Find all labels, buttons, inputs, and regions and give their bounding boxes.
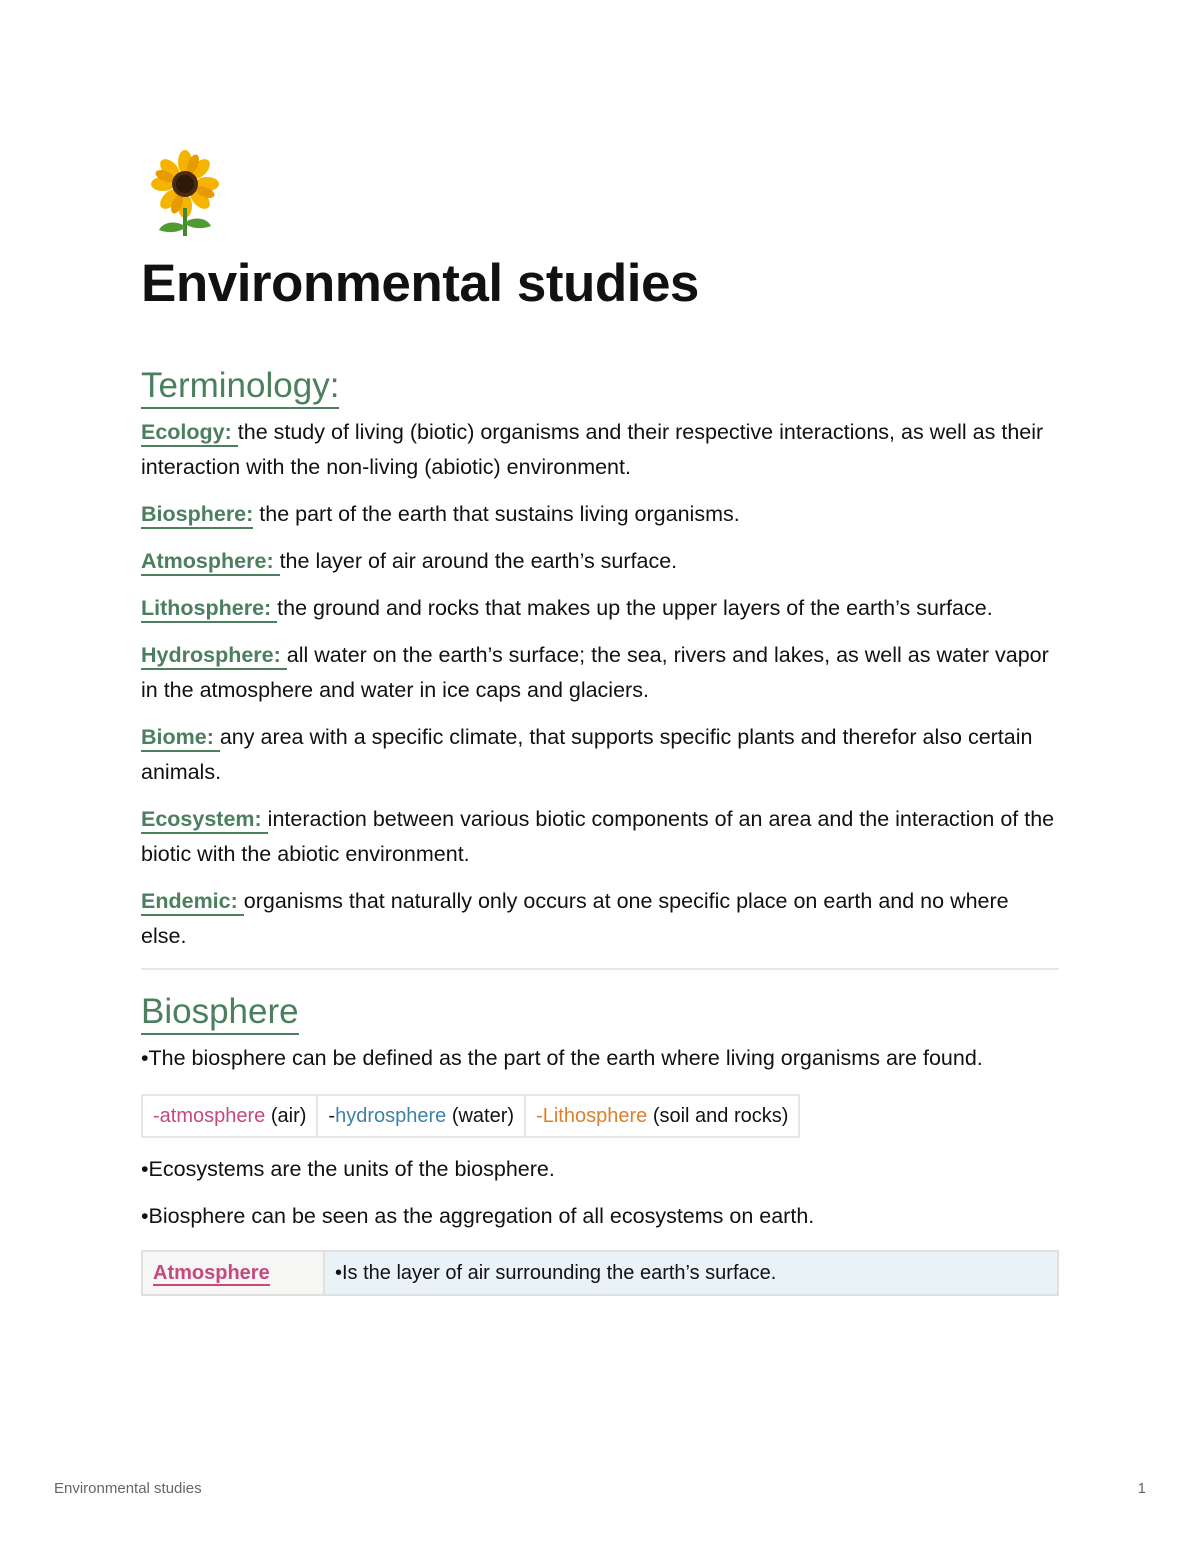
term-label: Lithosphere: xyxy=(141,596,277,623)
sphere-cell-lithosphere xyxy=(524,1094,800,1138)
term-label: Ecology: xyxy=(141,420,238,447)
bullet-definition: •The biosphere can be defined as the part of the earth where living organisms are found. xyxy=(141,1046,983,1070)
term-definition: all water on the earth’s surface; the sea, rivers and lakes, as well as water vapor in the atmosphere and water in ice caps and glaciers. xyxy=(141,643,1049,702)
term-biosphere xyxy=(141,497,1059,532)
spheres-table xyxy=(141,1094,1059,1138)
term-ecosystem xyxy=(141,802,1059,872)
term-endemic xyxy=(141,884,1059,954)
atmosphere-table xyxy=(141,1250,1059,1296)
sphere-dash: - xyxy=(153,1105,160,1127)
section-divider xyxy=(141,968,1059,970)
term-label: Hydrosphere: xyxy=(141,643,287,670)
term-ecology xyxy=(141,415,1059,485)
sunflower-icon xyxy=(145,150,225,240)
document-page xyxy=(141,150,1059,1296)
term-definition: the layer of air around the earth’s surface. xyxy=(279,549,678,573)
term-label: Endemic: xyxy=(141,889,244,916)
sphere-name: Lithosphere xyxy=(542,1105,648,1127)
footer-title: Environmental studies xyxy=(54,1480,202,1497)
term-definition: any area with a specific climate, that supports specific plants and therefor also certain animals. xyxy=(141,725,1033,784)
term-atmosphere xyxy=(141,544,1059,579)
term-definition: the study of living (biotic) organisms and their respective interactions, as well as their interaction with the non-living (abiotic) environment. xyxy=(141,420,1044,479)
footer-page-number: 1 xyxy=(1137,1480,1146,1497)
atmosphere-table-body: •Is the layer of air surrounding the earth’s surface. xyxy=(325,1252,1057,1294)
term-definition: the part of the earth that sustains living organisms. xyxy=(253,502,740,526)
sphere-dash: - xyxy=(536,1105,543,1127)
sphere-cell-hydrosphere xyxy=(316,1094,526,1138)
biosphere-bullets xyxy=(141,1041,1059,1076)
term-label: Biosphere: xyxy=(141,502,253,529)
biosphere-heading: Biosphere xyxy=(141,992,299,1035)
term-label: Atmosphere: xyxy=(141,549,280,576)
term-biome xyxy=(141,720,1059,790)
term-definition: organisms that naturally only occurs at one specific place on earth and no where else. xyxy=(141,889,1009,948)
term-label: Ecosystem: xyxy=(141,807,268,834)
terminology-list xyxy=(141,415,1059,954)
sphere-name: hydrosphere xyxy=(335,1105,447,1127)
bullet-aggregation: •Biosphere can be seen as the aggregation of all ecosystems on earth. xyxy=(141,1204,815,1228)
sphere-name: atmosphere xyxy=(159,1105,266,1127)
term-definition: the ground and rocks that makes up the upper layers of the earth’s surface. xyxy=(277,596,993,620)
atmosphere-link[interactable]: Atmosphere xyxy=(153,1262,270,1284)
bullet-ecosystems-units: •Ecosystems are the units of the biosphere. xyxy=(141,1157,555,1181)
biosphere-bullets-more xyxy=(141,1152,1059,1234)
sphere-note: (soil and rocks) xyxy=(647,1105,789,1127)
sphere-note: (water) xyxy=(446,1105,515,1127)
sphere-cell-atmosphere xyxy=(141,1094,318,1138)
term-hydrosphere xyxy=(141,638,1059,708)
term-lithosphere xyxy=(141,591,1059,626)
term-definition: interaction between various biotic components of an area and the interaction of the biotic with the abiotic environment. xyxy=(141,807,1055,866)
term-label: Biome: xyxy=(141,725,220,752)
terminology-heading: Terminology: xyxy=(141,366,339,409)
atmosphere-table-head xyxy=(143,1252,325,1294)
sphere-note: (air) xyxy=(265,1105,307,1127)
sphere-dash: - xyxy=(328,1105,336,1127)
page-title: Environmental studies xyxy=(141,254,699,313)
